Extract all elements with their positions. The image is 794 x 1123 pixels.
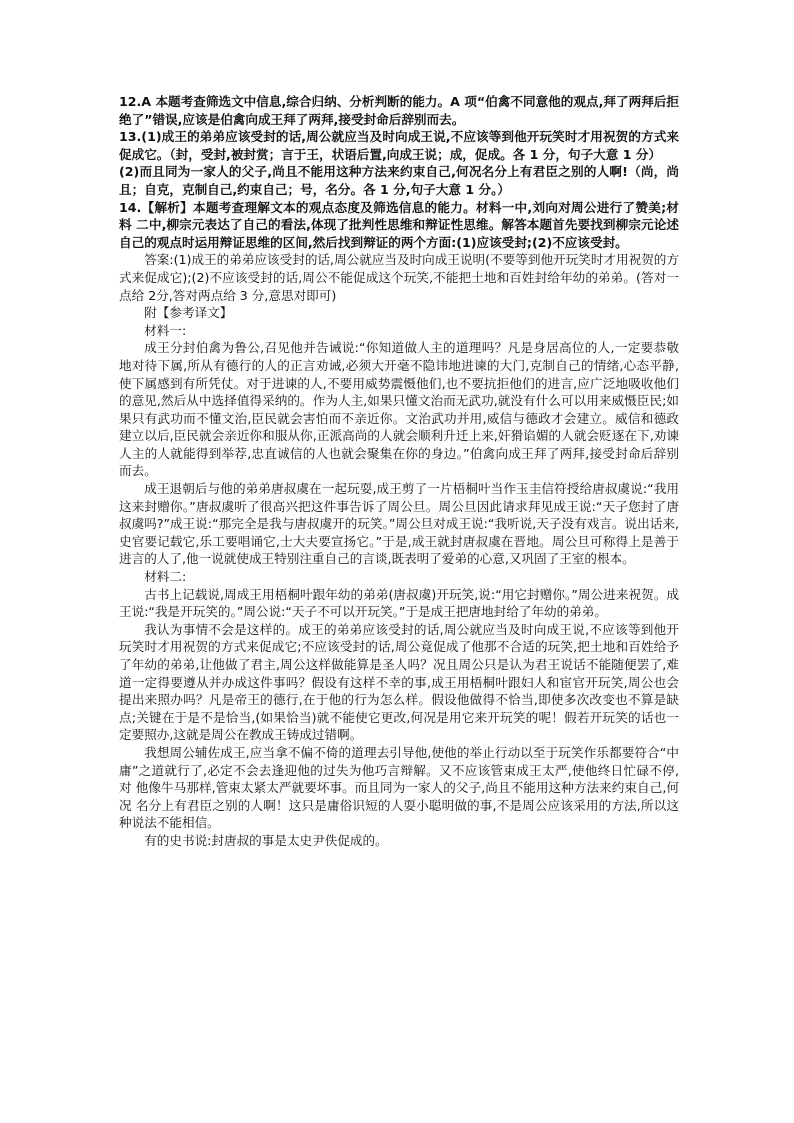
material-two-paragraph: 我想周公辅佐成王,应当拿不偏不倚的道理去引导他,使他的举止行动以至于玩笑作乐都要符合“中庸”之道就行了,必定不会去逢迎他的过失为他巧言辩解。又不应该管束成王太严,使他终日忙碌不停,对 他像牛马那样,管束太紧太严就要坏事。而且同为一家人的父子,尚且不能用这种方法来约束自己,何况 名分上有君臣之别的人啊！这只是庸俗识短的人耍小聪明做的事,不是周公应该采用的方法,所以这种说法不能相信。 [119,744,679,831]
appendix-heading: 附【参考译文】 [144,305,233,321]
material-two-heading: 材料二: [144,569,187,585]
material-one-paragraph: 成王分封伯禽为鲁公,召见他并告诫说:“你知道做人主的道理吗？凡是身居高位的人,一定要恭敬地对待下属,所从有德行的人的正言劝诫,必须大开毫不隐讳地进谏的大门,克制自己的情绪,心态平静,使下属感到有所凭仗。对于进谏的人,不要用威势震慑他们,也不要抗拒他们的进言,应广泛地吸收他们的意见,然后从中选择值得采纳的。作为人主,如果只懂文治而无武功,就没有什么可以用来威慑臣民;如果只有武功而不懂文治,臣民就会害怕而不亲近你。文治武功并用,威信与德政才会建立。威信和德政建立以后,臣民就会亲近你和服从你,正派高尚的人就会顺利升迁上来,奸猾谄媚的人就会贬逐在下,劝谏人主的人就能得到举荐,忠直诚信的人也就会聚集在你的身边。”伯禽向成王拜了两拜,接受封命后辞别而去。 [119,340,679,479]
material-two-paragraph: 我认为事情不会是这样的。成王的弟弟应该受封的话,周公就应当及时向成王说,不应该等到他开玩笑时才用祝贺的方式来促成它;不应该受封的话,周公竟促成了他那不合适的玩笑,把土地和百姓给予了年幼的弟弟,让他做了君主,周公这样做能算是圣人吗？况且周公只是认为君王说话不能随便罢了,难道一定得要遵从并办成这件事吗？假设有这样不幸的事,成王用梧桐叶跟妇人和宦官开玩笑,周公也会提出来照办吗？凡是帝王的德行,在于他的行为怎么样。假设他做得不恰当,即使多次改变也不算是缺点;关键在于是不是恰当,(如果恰当)就不能使它更改,何况是用它来开玩笑的呢！假若开玩笑的话也一定要照办,这就是周公在教成王铸成过错啊。 [119,621,679,743]
material-one-paragraph: 成王退朝后与他的弟弟唐叔虞在一起玩耍,成王剪了一片梧桐叶当作玉圭信符授给唐叔虞说:“我用这来封赠你。”唐叔虞听了很高兴把这件事告诉了周公旦。周公旦因此请求拜见成王说:“天子您封了唐叔虞吗?”成王说:“那完全是我与唐叔虞开的玩笑。”周公旦对成王说:“我听说,天子没有戏言。说出话来,史官要记载它,乐工要唱诵它,士大夫要宣扬它。”于是,成王就封唐叔虞在晋地。周公旦可称得上是善于进言的人了,他一说就使成王特别注重自己的言谈,既表明了爱弟的心意,又巩固了王室的根本。 [119,481,679,567]
answer-q13-part1: 13.(1)成王的弟弟应该受封的话,周公就应当及时向成王说,不应该等到他开玩笑时才用祝贺的方式来促成它。（封，受封,被封赏；言于王，状语后置,向成王说；成，促成。各 1 分，句子大意 1 分） [119,129,679,162]
answer-q12: 12.A 本题考查筛选文中信息,综合归纳、分析判断的能力。A 项“伯禽不同意他的观点,拜了两拜后拒绝了”错误,应该是伯禽向成王拜了两拜,接受封命后辞别而去。 [119,94,679,127]
material-two-paragraph: 有的史书说:封唐叔的事是太史尹佚促成的。 [144,832,388,848]
answer-q14-analysis: 14.【解析】本题考查理解文本的观点态度及筛选信息的能力。材料一中,刘向对周公进行了赞美;材料 二中,柳宗元表达了自己的看法,体现了批判性思维和辩证性思维。解答本题首先要找到柳宗元论述自己的观点时运用辩证思维的区间,然后找到辩证的两个方面:(1)应该受封;(2)不应该受封。 [119,199,679,250]
material-one-heading: 材料一: [144,322,187,338]
answer-q13-part2: (2)而且同为一家人的父子,尚且不能用这种方法来约束自己,何况名分上有君臣之别的人啊!（尚，尚且；自克，克制自己,约束自己；号，名分。各 1 分,句子大意 1 分。） [119,164,679,197]
material-two-paragraph: 古书上记载说,周成王用梧桐叶跟年幼的弟弟(唐叔虞)开玩笑,说:“用它封赠你。”周公进来祝贺。成王说:“我是开玩笑的。”周公说:“天子不可以开玩笑。”于是成王把唐地封给了年幼的弟弟。 [119,586,679,620]
document-page [119,93,679,850]
answer-q14-answer: 答案:(1)成王的弟弟应该受封的话,周公就应当及时向成王说明(不要等到他开玩笑时才用祝贺的方式来促成它);(2)不应该受封的话,周公不能促成这个玩笑,不能把土地和百姓封给年幼的弟弟。(答对一点给 2分,答对两点给 3 分,意思对即可) [119,252,679,303]
